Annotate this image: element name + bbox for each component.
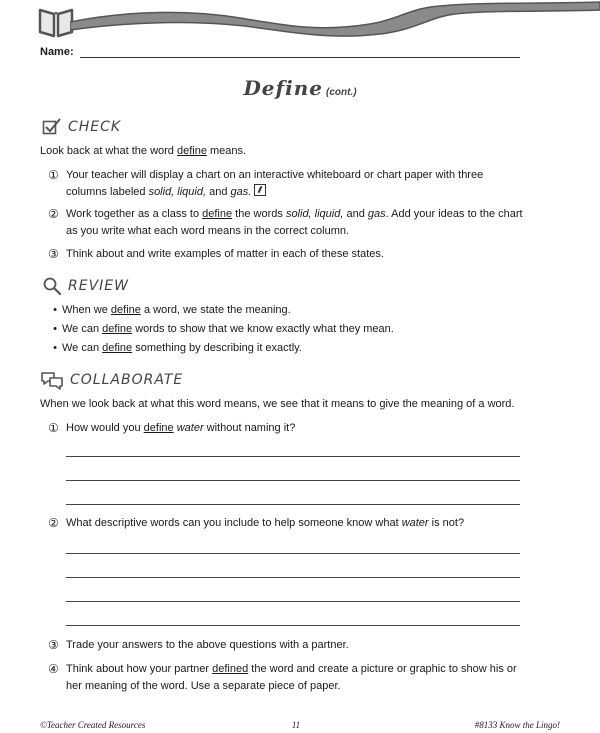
collaborate-question-4: ④ Think about how your partner defined the word and create a picture or graphic to show his or her meaning of the word. Use a separate piece of paper. bbox=[48, 662, 517, 692]
title-main: Define bbox=[243, 76, 323, 100]
answer-line[interactable] bbox=[66, 456, 520, 457]
answer-line[interactable] bbox=[66, 553, 520, 554]
answer-line[interactable] bbox=[66, 577, 520, 578]
name-field-line[interactable] bbox=[80, 57, 520, 58]
review-bullet-2: • We can define words to show that we know exactly what they mean. bbox=[53, 323, 394, 335]
title-sub: (cont.) bbox=[326, 87, 357, 98]
page-title bbox=[0, 76, 600, 100]
check-item-1: ① Your teacher will display a chart on an interactive whiteboard or chart paper with three columns labeled solid, liquid, and gas. bbox=[48, 168, 484, 198]
footer-page-number: 11 bbox=[291, 720, 301, 730]
checkbox-icon bbox=[42, 118, 62, 136]
footer-product: #8133 Know the Lingo! bbox=[474, 720, 560, 730]
collaborate-question-1: ① How would you define water without naming it? bbox=[48, 421, 296, 435]
collaborate-title: COLLABORATE bbox=[70, 372, 184, 388]
name-label: Name: bbox=[40, 46, 74, 58]
collaborate-question-3: ③ Trade your answers to the above questions with a partner. bbox=[48, 638, 349, 652]
magnifier-icon bbox=[42, 276, 62, 296]
collaborate-question-2: ② What descriptive words can you include to help someone know what water is not? bbox=[48, 516, 465, 530]
answer-line[interactable] bbox=[66, 480, 520, 481]
answer-line[interactable] bbox=[66, 504, 520, 505]
collaborate-heading bbox=[40, 370, 183, 390]
speech-bubbles-icon bbox=[40, 370, 64, 390]
check-title: CHECK bbox=[68, 119, 122, 135]
answer-line[interactable] bbox=[66, 625, 520, 626]
header-swoosh-decoration bbox=[70, 0, 600, 42]
check-intro: Look back at what the word define means. bbox=[40, 145, 247, 157]
review-title: REVIEW bbox=[68, 278, 129, 294]
review-bullet-1: • When we define a word, we state the meaning. bbox=[53, 304, 291, 316]
footer-publisher: ©Teacher Created Resources bbox=[40, 720, 146, 730]
review-bullet-3: • We can define something by describing it exactly. bbox=[53, 342, 302, 354]
review-heading bbox=[42, 276, 129, 296]
check-item-3: ③ Think about and write examples of matter in each of these states. bbox=[48, 247, 384, 261]
pencil-icon bbox=[254, 184, 266, 196]
check-heading bbox=[42, 118, 121, 136]
collaborate-intro: When we look back at what this word means, we see that it means to give the meaning of a word. bbox=[40, 398, 515, 410]
check-item-2: ② Work together as a class to define the words solid, liquid, and gas. Add your ideas to the chart as you write what each word means in the correct column. bbox=[48, 207, 523, 237]
answer-line[interactable] bbox=[66, 601, 520, 602]
